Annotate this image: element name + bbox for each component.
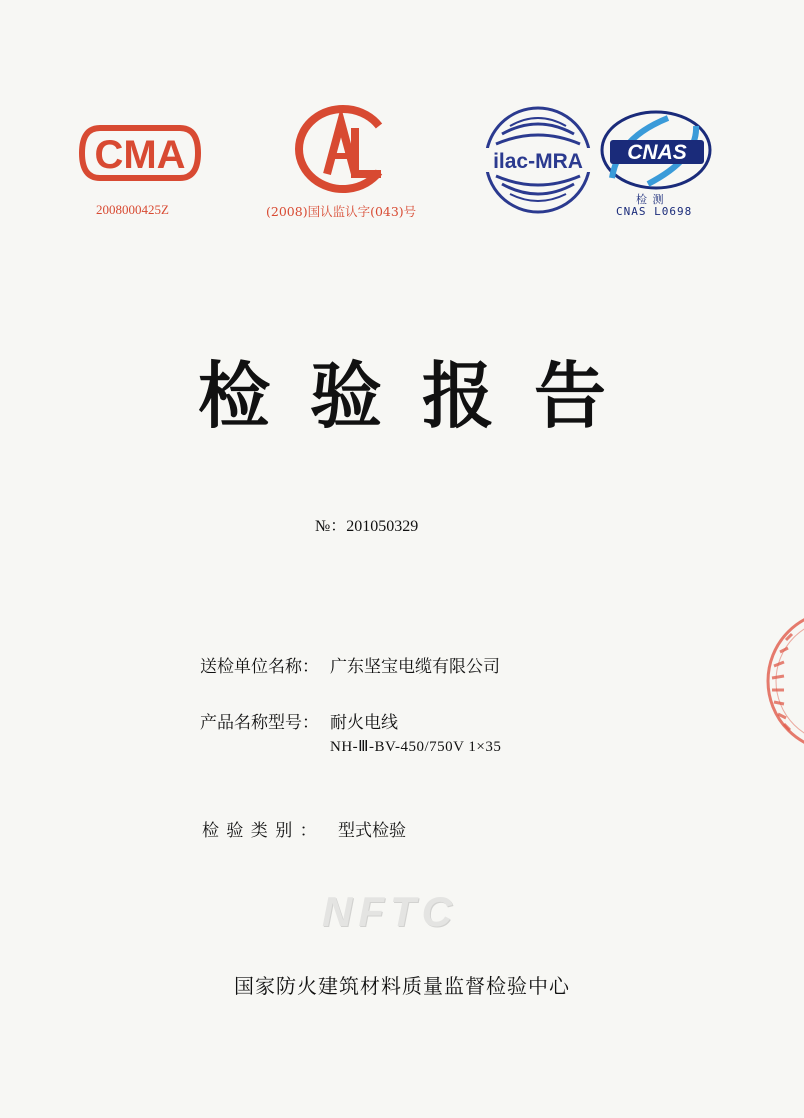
cal-mark-text: CAL (283, 104, 286, 105)
cnas-subtitle: 检 测 (636, 193, 665, 206)
inspection-type-value: 型式检验 (338, 821, 406, 841)
official-seal (758, 606, 804, 760)
cal-logo (283, 104, 399, 198)
cnas-logo (598, 108, 714, 196)
ilac-mra-logo (482, 104, 594, 220)
cma-logo (78, 120, 202, 190)
cnas-mark-text: CNAS (627, 141, 687, 164)
ilac-globe-icon (482, 104, 594, 216)
seal-icon (758, 606, 804, 756)
issuing-authority: 国家防火建筑材料质量监督检验中心 (234, 974, 570, 998)
ilac-mark-text: ilac-MRA (493, 150, 583, 173)
cal-number: (2008)国认监认字(043)号 (266, 204, 417, 219)
nftc-watermark: NFTC (322, 888, 458, 935)
cal-mark-icon (283, 104, 399, 194)
report-title: 检验报告 (197, 354, 646, 438)
cnas-mark-icon (598, 108, 714, 192)
product-model: NH-Ⅲ-BV-450/750V 1×35 (330, 739, 502, 755)
cma-number: 2008000425Z (96, 202, 169, 217)
cma-mark-text: CMA (94, 133, 186, 177)
client-value: 广东坚宝电缆有限公司 (330, 657, 500, 677)
product-label: 产品名称型号： (200, 713, 319, 733)
cnas-number: CNAS L0698 (616, 205, 693, 218)
product-value: 耐火电线 (330, 713, 398, 733)
cma-mark-icon (78, 120, 202, 186)
report-number: №：201050329 (315, 518, 419, 535)
inspection-type-label: 检 验 类 别 ： (202, 821, 318, 841)
client-label: 送检单位名称： (200, 657, 319, 677)
